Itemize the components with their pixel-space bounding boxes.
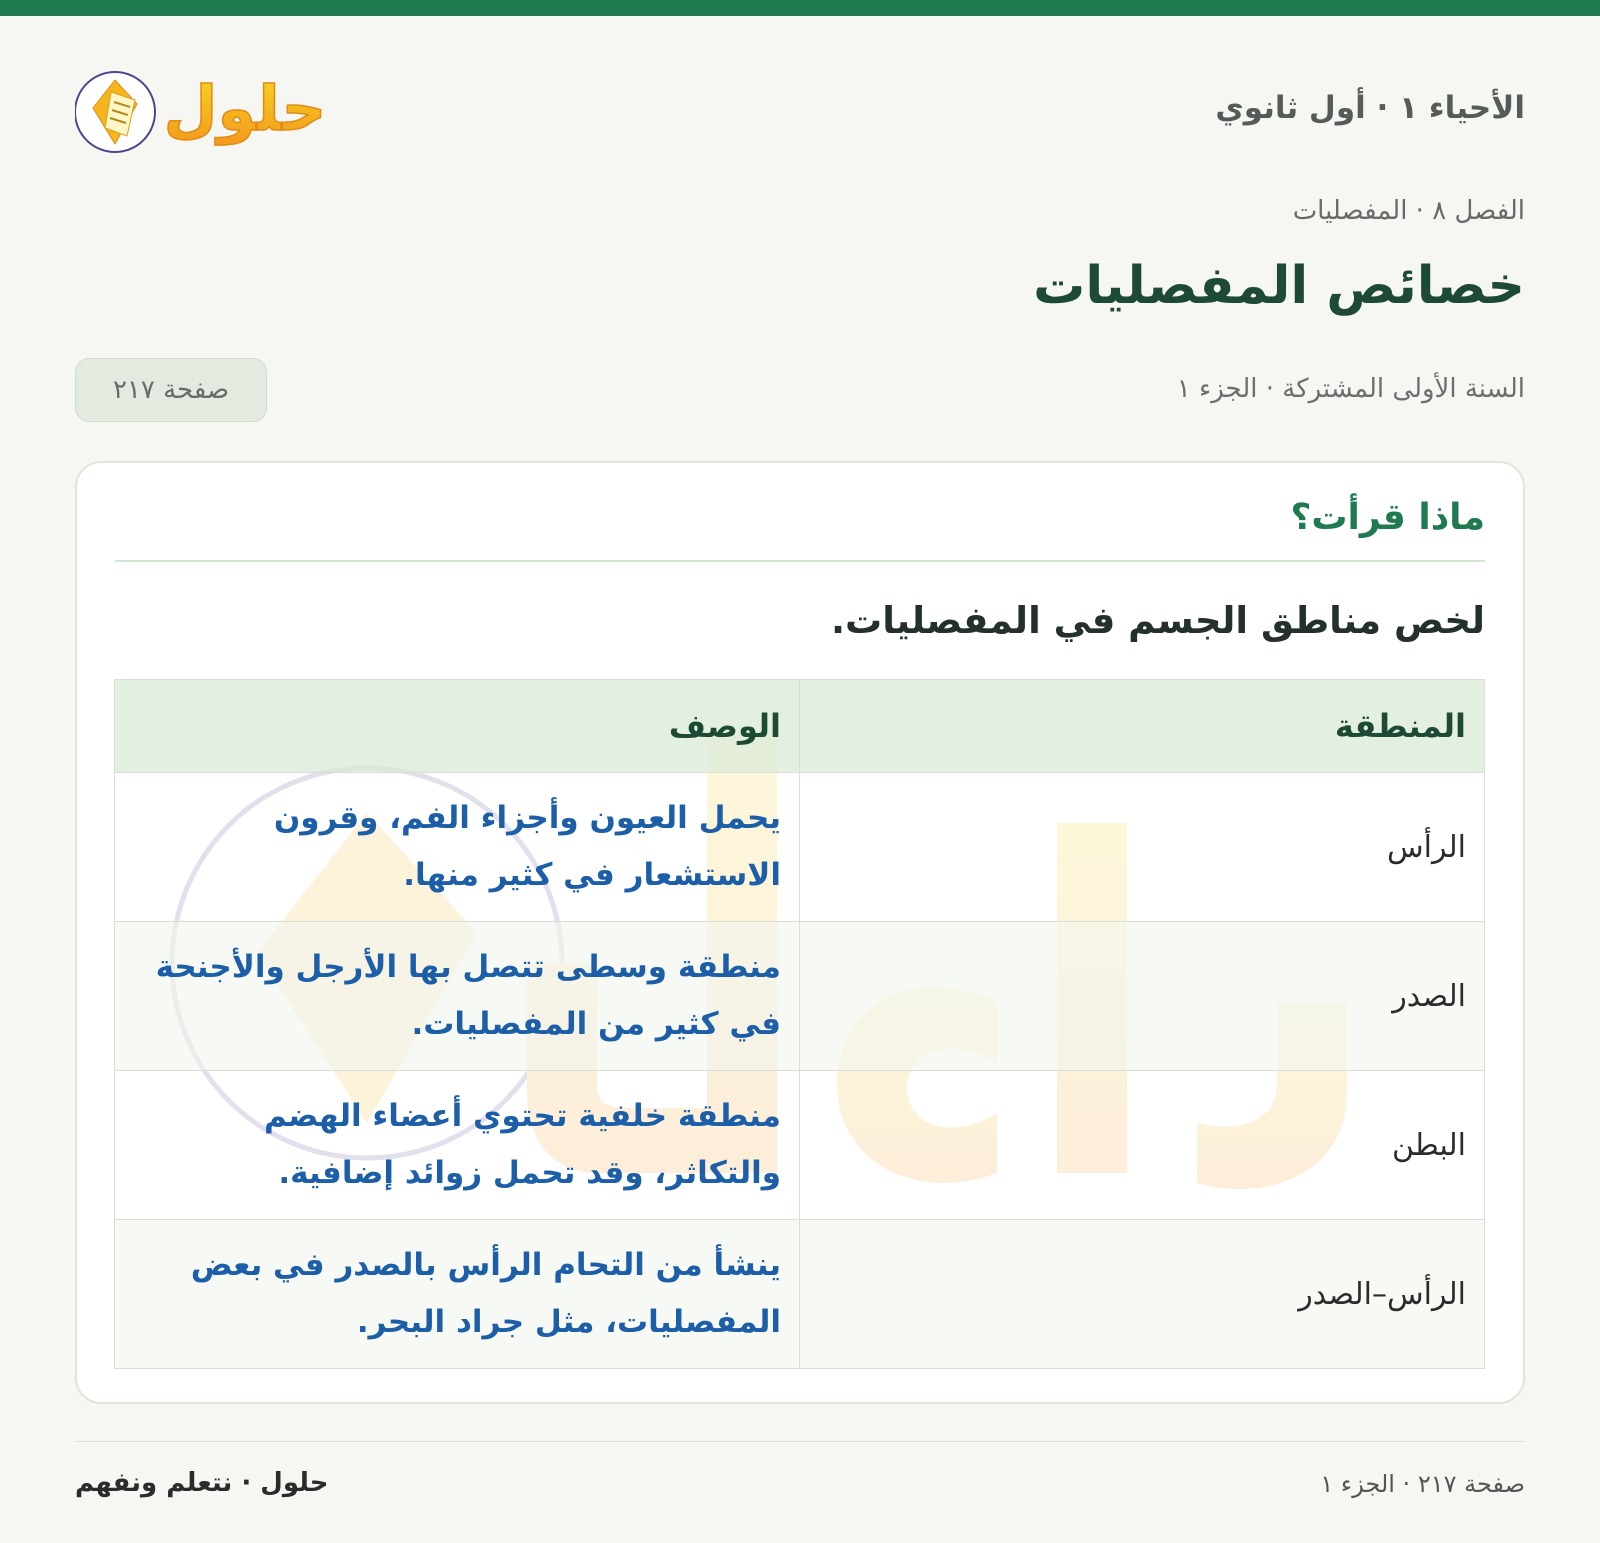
hulul-logo[interactable] xyxy=(75,52,335,162)
region-cell: الرأس–الصدر xyxy=(800,1220,1485,1369)
description-cell: ينشأ من التحام الرأس بالصدر في بعض المفصليات، مثل جراد البحر. xyxy=(115,1220,800,1369)
footer-page-info: صفحة ٢١٧ · الجزء ١ xyxy=(1320,1470,1525,1498)
card-heading: ماذا قرأت؟ xyxy=(1290,497,1485,538)
column-header-description: الوصف xyxy=(115,680,800,773)
description-cell: منطقة خلفية تحتوي أعضاء الهضم والتكاثر، وقد تحمل زوائد إضافية. xyxy=(115,1071,800,1220)
top-accent-bar xyxy=(0,0,1600,16)
footer-brand: حلول · نتعلم ونفهم xyxy=(75,1468,329,1498)
table-row xyxy=(115,1071,1485,1220)
hulul-logo-icon xyxy=(75,52,335,162)
page-header xyxy=(75,52,1525,162)
table-header-row xyxy=(115,680,1485,773)
exercise-card xyxy=(75,461,1525,1404)
question-text: لخص مناطق الجسم في المفصليات. xyxy=(830,599,1485,642)
footer-divider xyxy=(75,1441,1525,1442)
body-regions-table xyxy=(114,679,1485,1369)
subject-title: الأحياء ١ · أول ثانوي xyxy=(1215,90,1525,126)
region-cell: الرأس xyxy=(800,773,1485,922)
region-cell: البطن xyxy=(800,1071,1485,1220)
table-row xyxy=(115,773,1485,922)
book-meta: السنة الأولى المشتركة · الجزء ١ xyxy=(1176,374,1525,404)
column-header-region: المنطقة xyxy=(800,680,1485,773)
lesson-title: خصائص المفصليات xyxy=(1033,256,1525,316)
region-cell: الصدر xyxy=(800,922,1485,1071)
page-number-badge: صفحة ٢١٧ xyxy=(75,358,267,422)
description-cell: منطقة وسطى تتصل بها الأرجل والأجنحة في كثير من المفصليات. xyxy=(115,922,800,1071)
description-cell: يحمل العيون وأجزاء الفم، وقرون الاستشعار في كثير منها. xyxy=(115,773,800,922)
table-row xyxy=(115,1220,1485,1369)
table-row xyxy=(115,922,1485,1071)
svg-text:حلول: حلول xyxy=(163,72,327,145)
card-divider xyxy=(115,560,1485,562)
chapter-label: الفصل ٨ · المفصليات xyxy=(1292,196,1525,226)
